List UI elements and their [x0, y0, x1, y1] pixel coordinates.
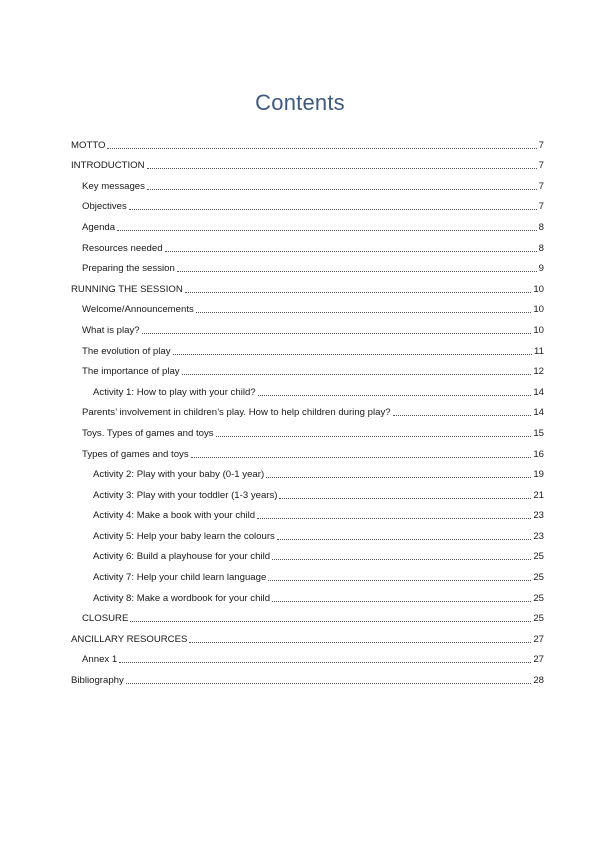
toc-entry[interactable]	[71, 358, 544, 379]
toc-dot-leader	[185, 292, 532, 293]
toc-entry-text: Activity 5: Help your baby learn the colours	[93, 530, 275, 542]
page-title: Contents	[255, 90, 345, 115]
toc-entry-page-number: 12	[533, 366, 544, 378]
toc-entry[interactable]	[71, 584, 544, 605]
toc-dot-leader	[268, 580, 531, 581]
toc-entry-page-number: 25	[533, 551, 544, 563]
toc-entry-page-number: 14	[533, 407, 544, 419]
toc-entry[interactable]	[71, 316, 544, 337]
toc-entry-text: Objectives	[82, 201, 127, 213]
toc-dot-leader	[147, 189, 537, 190]
toc-entry[interactable]	[71, 378, 544, 399]
toc-entry-page-number: 23	[533, 530, 544, 542]
toc-entry-text: Agenda	[82, 221, 116, 233]
toc-entry-text: MOTTO	[71, 139, 106, 151]
toc-entry-page-number: 10	[533, 283, 544, 295]
toc-entry-text: Activity 4: Make a book with your child	[93, 510, 256, 522]
toc-entry-page-number: 7	[538, 160, 544, 172]
toc-entry[interactable]	[71, 296, 544, 317]
toc-dot-leader	[165, 251, 537, 252]
toc-entry-text: Activity 7: Help your child learn language	[93, 572, 267, 584]
toc-entry-text: Activity 1: How to play with your child?	[93, 386, 256, 398]
toc-entry[interactable]	[71, 563, 544, 584]
toc-dot-leader	[272, 559, 531, 560]
toc-entry-text: Parents’ involvement in children’s play. How to help children during play?	[82, 407, 391, 419]
toc-entry-text: RUNNING THE SESSION	[71, 283, 183, 295]
toc-entry[interactable]	[71, 666, 544, 687]
toc-entry[interactable]	[71, 275, 544, 296]
toc-entry[interactable]	[71, 646, 544, 667]
toc-dot-leader	[196, 312, 532, 313]
toc-entry-page-number: 9	[538, 263, 544, 275]
toc-entry-page-number: 25	[533, 613, 544, 625]
toc-entry-page-number: 14	[533, 386, 544, 398]
toc-entry-text: The evolution of play	[82, 345, 171, 357]
toc-dot-leader	[266, 477, 531, 478]
toc-entry[interactable]	[71, 193, 544, 214]
toc-entry-page-number: 15	[533, 427, 544, 439]
toc-entry-page-number: 16	[533, 448, 544, 460]
toc-entry-page-number: 25	[533, 592, 544, 604]
toc-entry-page-number: 11	[534, 345, 544, 357]
toc-entry-text: Welcome/Announcements	[82, 304, 194, 316]
toc-entry-page-number: 25	[533, 572, 544, 584]
toc-dot-leader	[216, 436, 532, 437]
toc-entry-text: Types of games and toys	[82, 448, 189, 460]
toc-entry-text: Toys. Types of games and toys	[82, 427, 214, 439]
toc-entry[interactable]	[71, 605, 544, 626]
toc-entry-page-number: 28	[533, 675, 544, 687]
toc-dot-leader	[182, 374, 532, 375]
toc-entry[interactable]	[71, 399, 544, 420]
toc-entry[interactable]	[71, 419, 544, 440]
toc-entry-text: Preparing the session	[82, 263, 175, 275]
toc-dot-leader	[107, 148, 536, 149]
toc-entry[interactable]	[71, 213, 544, 234]
toc-entry-page-number: 27	[533, 633, 544, 645]
toc-dot-leader	[117, 230, 537, 231]
toc-entry-text: The importance of play	[82, 366, 180, 378]
table-of-contents	[71, 131, 544, 687]
toc-dot-leader	[279, 498, 531, 499]
toc-dot-leader	[129, 209, 537, 210]
toc-entry[interactable]	[71, 234, 544, 255]
toc-entry-text: Resources needed	[82, 242, 163, 254]
toc-entry-page-number: 21	[533, 489, 544, 501]
toc-entry-text: Activity 6: Build a playhouse for your child	[93, 551, 271, 563]
toc-entry[interactable]	[71, 440, 544, 461]
toc-dot-leader	[277, 539, 531, 540]
toc-dot-leader	[142, 333, 532, 334]
toc-entry[interactable]	[71, 502, 544, 523]
toc-entry-text: What is play?	[82, 324, 140, 336]
toc-entry-page-number: 19	[533, 469, 544, 481]
toc-entry-page-number: 27	[533, 654, 544, 666]
toc-entry-page-number: 23	[533, 510, 544, 522]
toc-entry[interactable]	[71, 172, 544, 193]
toc-dot-leader	[147, 168, 537, 169]
toc-entry-page-number: 7	[538, 180, 544, 192]
toc-entry-text: CLOSURE	[82, 613, 129, 625]
toc-dot-leader	[126, 683, 532, 684]
toc-entry-text: Bibliography	[71, 675, 124, 687]
toc-dot-leader	[272, 601, 531, 602]
toc-entry-text: Activity 2: Play with your baby (0-1 year)	[93, 469, 265, 481]
toc-entry-page-number: 7	[538, 139, 544, 151]
toc-entry-page-number: 10	[533, 324, 544, 336]
toc-entry-text: Activity 8: Make a wordbook for your child	[93, 592, 271, 604]
toc-entry[interactable]	[71, 522, 544, 543]
toc-entry-page-number: 10	[533, 304, 544, 316]
toc-dot-leader	[393, 415, 532, 416]
toc-dot-leader	[257, 518, 531, 519]
toc-entry[interactable]	[71, 337, 544, 358]
toc-entry-page-number: 7	[538, 201, 544, 213]
toc-dot-leader	[258, 395, 532, 396]
toc-dot-leader	[173, 354, 532, 355]
toc-dot-leader	[119, 662, 531, 663]
toc-entry[interactable]	[71, 255, 544, 276]
toc-entry[interactable]	[71, 543, 544, 564]
toc-entry-text: ANCILLARY RESOURCES	[71, 633, 188, 645]
toc-entry[interactable]	[71, 152, 544, 173]
toc-entry-text: Annex 1	[82, 654, 118, 666]
toc-entry-text: INTRODUCTION	[71, 160, 145, 172]
toc-entry[interactable]	[71, 625, 544, 646]
toc-dot-leader	[191, 457, 532, 458]
toc-dot-leader	[177, 271, 537, 272]
toc-dot-leader	[189, 642, 531, 643]
toc-entry-text: Key messages	[82, 180, 145, 192]
toc-entry-text: Activity 3: Play with your toddler (1-3 years)	[93, 489, 278, 501]
toc-entry[interactable]	[71, 131, 544, 152]
toc-entry[interactable]	[71, 461, 544, 482]
toc-entry-page-number: 8	[538, 242, 544, 254]
toc-dot-leader	[130, 621, 531, 622]
toc-entry[interactable]	[71, 481, 544, 502]
toc-entry-page-number: 8	[538, 221, 544, 233]
